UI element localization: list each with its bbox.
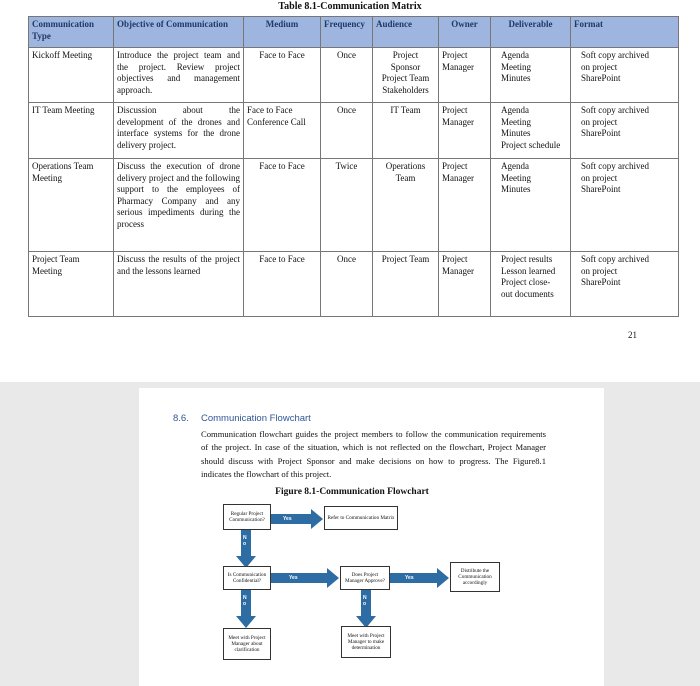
cell-format	[571, 159, 679, 252]
audience-line: Project Team	[381, 254, 430, 264]
section-number: 8.6.	[173, 413, 189, 424]
cell-frequency: Once	[321, 103, 373, 159]
cell-frequency: Once	[321, 252, 373, 317]
cell-medium: Face to Face	[244, 48, 321, 103]
deliverable-line: Project schedule	[501, 139, 561, 150]
format-line: on project	[581, 116, 618, 127]
format-line: SharePoint	[581, 73, 621, 83]
audience-line: Operations	[385, 161, 426, 171]
cell-type: IT Team Meeting	[29, 103, 114, 159]
deliverable-line: Agenda	[501, 50, 529, 60]
audience-line: Stakeholders	[382, 84, 429, 95]
action-distribute: Distribute the Communication accordingly	[450, 562, 500, 592]
format-line: on project	[581, 172, 618, 183]
no-label: N o	[243, 535, 247, 547]
audience-line: Team	[395, 172, 416, 183]
cell-audience	[373, 159, 439, 252]
page-number: 21	[628, 330, 637, 340]
owner-line: Project	[442, 161, 468, 171]
header-objective: Objective of Communication	[114, 17, 244, 48]
figure-title: Figure 8.1-Communication Flowchart	[275, 487, 429, 497]
deliverable-line: Lesson learned	[501, 265, 556, 276]
yes-arrow	[271, 568, 339, 588]
owner-line: Manager	[442, 61, 474, 72]
cell-medium: Face to Face	[244, 252, 321, 317]
deliverable-line: Agenda	[501, 161, 529, 171]
cell-type: Operations Team Meeting	[29, 159, 114, 252]
audience-line: Sponsor	[390, 61, 421, 72]
action-meet-clarification: Meet with Project Manager about clarification	[223, 628, 271, 660]
cell-audience	[373, 48, 439, 103]
cell-objective: Discussion about the development of the drones and interface systems for the drone delivery project.	[114, 103, 244, 159]
owner-line: Manager	[442, 116, 474, 127]
cell-objective: Discuss the results of the project and the lessons learned	[114, 252, 244, 317]
yes-label: Yes	[283, 516, 292, 522]
no-label: N o	[243, 595, 247, 607]
header-audience: Audience	[373, 17, 439, 48]
section-title: Communication Flowchart	[201, 413, 311, 424]
format-line: SharePoint	[581, 128, 621, 138]
cell-owner	[439, 159, 491, 252]
audience-line: Project	[392, 50, 419, 60]
cell-type: Project Team Meeting	[29, 252, 114, 317]
format-line: on project	[581, 265, 618, 276]
action-meet-determination: Meet with Project Manager to make determination	[341, 626, 391, 658]
cell-type: Kickoff Meeting	[29, 48, 114, 103]
owner-line: Project	[442, 254, 468, 264]
format-line: Soft copy archived	[581, 254, 649, 264]
table-header-row	[29, 17, 679, 48]
header-medium: Medium	[244, 17, 321, 48]
communication-matrix-table	[28, 16, 679, 317]
owner-line: Project	[442, 50, 468, 60]
header-format: Format	[571, 17, 679, 48]
deliverable-line: Meeting	[501, 172, 531, 183]
decision-pm-approve: Does Project Manager Approve?	[340, 566, 390, 590]
cell-owner	[439, 48, 491, 103]
table-row	[29, 48, 679, 103]
cell-audience	[373, 252, 439, 317]
header-frequency: Frequency	[321, 17, 373, 48]
header-deliverable: Deliverable	[491, 17, 571, 48]
format-line: Soft copy archived	[581, 161, 649, 171]
document-page-flowchart	[139, 388, 604, 686]
cell-medium: Face to Face Conference Call	[244, 103, 321, 159]
deliverable-line: out documents	[501, 288, 554, 299]
deliverable-line: Project results	[501, 254, 553, 264]
deliverable-line: Meeting	[501, 116, 531, 127]
table-row	[29, 103, 679, 159]
owner-line: Manager	[442, 172, 474, 183]
action-refer-matrix: Refer to Communication Matrix	[324, 506, 398, 530]
deliverable-line: Minutes	[501, 73, 531, 83]
header-communication-type: Communication Type	[29, 17, 114, 48]
cell-owner	[439, 252, 491, 317]
cell-format	[571, 252, 679, 317]
deliverable-line: Minutes	[501, 128, 531, 138]
cell-audience	[373, 103, 439, 159]
audience-line: IT Team	[390, 105, 421, 115]
format-line: SharePoint	[581, 184, 621, 194]
format-line: Soft copy archived	[581, 50, 649, 60]
section-paragraph: Communication flowchart guides the project members to follow the communication requirements of the project. In case of the situation, which is not reflected on the flowchart, Project Manager should discuss with Project Sponsor and make decisions on how to progress. The Figure8.1 indicates the flowchart of this project.	[201, 429, 546, 479]
table-title: Table 8.1-Communication Matrix	[278, 1, 422, 12]
table-row	[29, 252, 679, 317]
format-line: Soft copy archived	[581, 105, 649, 115]
format-line: on project	[581, 61, 618, 72]
owner-line: Project	[442, 105, 468, 115]
cell-frequency: Once	[321, 48, 373, 103]
cell-deliverable	[491, 252, 571, 317]
yes-arrow	[389, 568, 449, 588]
cell-format	[571, 48, 679, 103]
table-row	[29, 159, 679, 252]
decision-regular-communication: Regular Project Communication?	[223, 504, 271, 530]
deliverable-line: Minutes	[501, 184, 531, 194]
decision-confidential: Is Communication Confidential?	[223, 566, 271, 590]
cell-deliverable	[491, 48, 571, 103]
cell-deliverable	[491, 103, 571, 159]
cell-medium: Face to Face	[244, 159, 321, 252]
cell-objective: Introduce the project team and the project. Review project objectives and management approach.	[114, 48, 244, 103]
yes-arrow	[270, 509, 323, 529]
header-owner: Owner	[439, 17, 491, 48]
cell-owner	[439, 103, 491, 159]
yes-label: Yes	[289, 575, 298, 581]
deliverable-line: Project close-	[501, 277, 551, 287]
owner-line: Manager	[442, 265, 474, 276]
yes-label: Yes	[405, 575, 414, 581]
format-line: SharePoint	[581, 277, 621, 287]
audience-line: Project Team	[381, 73, 430, 83]
no-label: N o	[363, 595, 367, 607]
cell-objective: Discuss the execution of drone delivery project and the following support to the employees of Pharmacy Company and any serious impediments during the process	[114, 159, 244, 252]
cell-deliverable	[491, 159, 571, 252]
deliverable-line: Meeting	[501, 61, 531, 72]
cell-frequency: Twice	[321, 159, 373, 252]
cell-format	[571, 103, 679, 159]
communication-flowchart	[223, 504, 509, 686]
deliverable-line: Agenda	[501, 105, 529, 115]
